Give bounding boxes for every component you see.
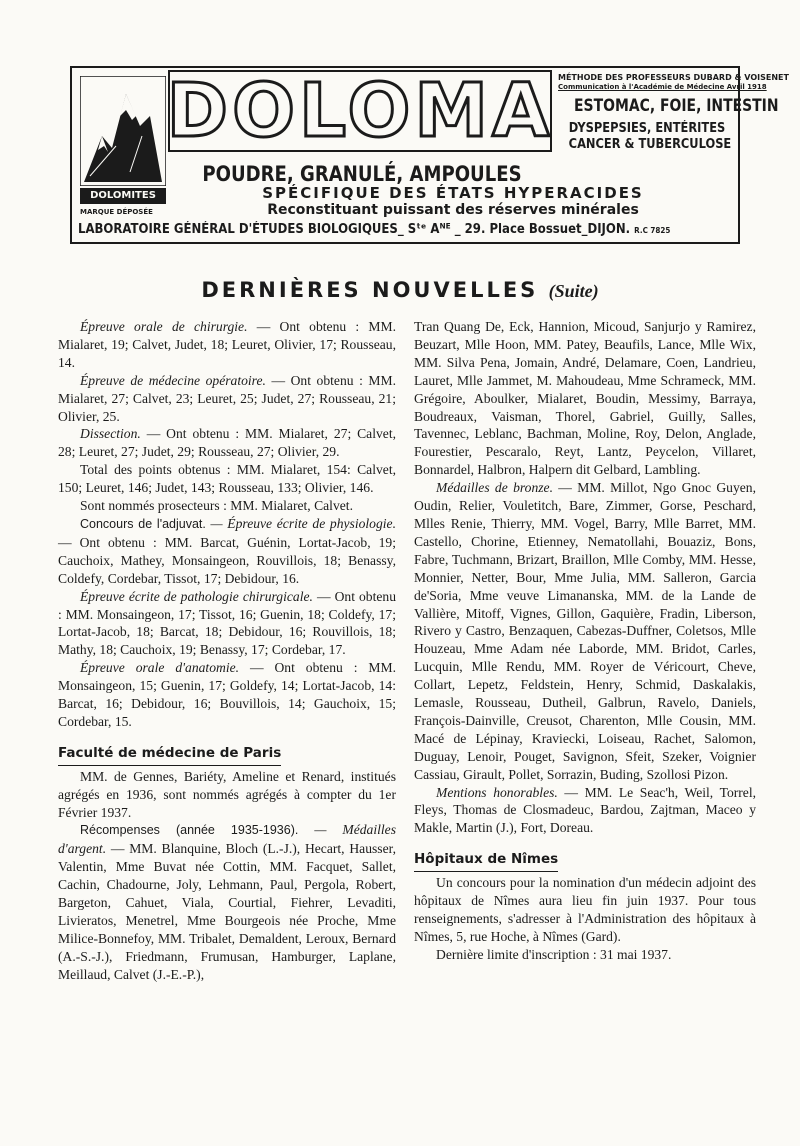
paragraph-text: — Ont obtenu : MM. Mialaret, 27; Calvet, 23; Leuret, 25; Judet, 27; Rousseau, 21; Olivier, 25. bbox=[58, 372, 396, 424]
paragraph-text: — Ont obtenu : MM. Monsaingeon, 15; Guenin, 17; Goldefy, 14; Lortat-Jacob, 14: Barcat, 16; Debidour, 16; Bouvillois, 14; Gauchoix, 15; Cordebar, 15. bbox=[58, 660, 397, 729]
doloma-advertisement bbox=[70, 66, 789, 244]
method-line: MÉTHODE DES PROFESSEURS DUBARD & VOISENET bbox=[558, 73, 789, 82]
section-heading-paris: Faculté de médecine de Paris bbox=[58, 745, 281, 766]
paragraph-text: — Ont obtenu : MM. Barcat, Guénin, Lortat-Jacob, 19; Cauchoix, Mathey, Monsaingeon, Rouvillois, 18; Benassy, Coldefy, Cordebar, Tissot, 17; Debidour, 16. bbox=[58, 534, 396, 586]
product-forms: POUDRE, GRANULÉ, AMPOULES bbox=[202, 162, 522, 186]
paragraph: Tran Quang De, Eck, Hannion, Micoud, Sanjurjo y Ramirez, Beuzart, Mlle Hoon, MM. Patey, Beaufils, Lance, Mlle Wix, MM. Silva Pena, Jomain, André, Delamare, Coen, Landrieu, Lauret, Mlle Jammet, M. Mahoudeau, Mme Schrameck, MM. Grégoire, Aboulker, Mialaret, Boudin, Messimy, Barraya, Boudreaux, Vaisman, Thorel, Gabriel, Guilly, Salles, Tavennec, Leblanc, Bachman, Moline, Roy, Delon, Anglade, Fourestier, Pescaralo, Reyt, Lantz, Peycelon, Villaret, Bonnardel, Halbron, Halpern dit Gelbard, Lambling. bbox=[414, 319, 756, 478]
mountain-illustration bbox=[80, 76, 166, 186]
paragraph-italic: — Épreuve écrite de physiologie. bbox=[205, 515, 396, 531]
paragraph-lead: Concours de l'adjuvat. bbox=[80, 516, 206, 531]
paragraph-lead: Mentions honorables. bbox=[436, 784, 558, 800]
paragraph-text: — MM. Blanquine, Bloch (L.-J.), Hecart, Hausser, Valentin, Mme Buvat née Cottin, MM. Facquet, Sallet, Cachin, Chadourne, Joly, Lehmann, Paul, Pergola, Robert, Bargeton, Cahuet, Viala, Courtial, Fiehrer, Levaditi, Livieratos, Menetrel, Mme Bourgeois née Proche, Mme Milice-Bonnefoy, MM. Tribalet, Demaldent, Leroux, Bernard (A.-S.-J.), Friedmann, Frumusan, Hamburger, Laplane, Meillaud, Calvet (J.-E.-P.), bbox=[58, 841, 396, 982]
diseases-line-2: CANCER & TUBERCULOSE bbox=[568, 137, 732, 152]
page-title bbox=[60, 278, 740, 302]
paragraph-lead: Dissection. bbox=[80, 426, 141, 442]
paragraph-lead: Récompenses (année 1935-1936). bbox=[80, 823, 299, 838]
paragraph bbox=[58, 821, 396, 983]
paragraph bbox=[414, 784, 756, 838]
ad-indications bbox=[558, 72, 789, 153]
specific-line: SPÉCIFIQUE DES ÉTATS HYPERACIDES bbox=[262, 184, 644, 202]
paragraph bbox=[58, 318, 396, 372]
paragraph-lead: Épreuve de médecine opératoire. bbox=[80, 372, 266, 388]
laboratory-address: LABORATOIRE GÉNÉRAL D'ÉTUDES BIOLOGIQUES_ Sᵗᵉ Aᴺᴱ _ 29. Place Bossuet_DIJON. bbox=[78, 222, 631, 237]
laboratory-line bbox=[78, 222, 671, 237]
rc-number: R.C 7825 bbox=[634, 226, 671, 235]
paragraph-text: — Ont obtenu : MM. Mialaret, 19; Calvet, Judet, 18; Leuret, Olivier, 17; Rousseau, 14. bbox=[58, 319, 396, 370]
paragraph-text: — MM. Millot, Ngo Gnoc Guyen, Oudin, Relier, Vouletitch, Bare, Zimmer, Gorse, Peschard, Mlles Renie, Thierry, MM. Vogel, Barry, Mlle Barret, MM. Castello, Chorine, Etienney, Nematollahi, Bouaziz, Bons, Fabre, Tuchmann, Brizart, Braillon, Mlle Comby, MM. Hesse, Monnier, Netter, Bour, Mme Julia, MM. Salleron, Garcia de'Soria, Mme veuve Limananska, MM. de la Lande de Vallière, Mitoff, Vignes, Gillon, Gaquière, Fradin, Liberson, Rivero y Castro, Benzaquen, Cabezas-Duffner, Coletsos, Mlle Houzeau, Mme Adam née Laborde, MM. Bridot, Carles, Lucquin, Mlle Rendu, MM. Royer de Véricourt, Cheve, Collart, Lepetz, Feldstein, Henry, Schmid, Daskalakis, Lemasle, Rousseau, Dutheil, Galbrun, Ravelo, Daniels, François-Dainville, Creusot, Charenton, Mlle Cousin, MM. Macé de Lépinay, Kraviecki, Loiseau, Rachet, Salomon, Duguay, Lenoir, Pouget, Savignon, Sfeit, Szeker, Voignier Cassiau, Girault, Pollet, Sorrazin, Buding, Szollosi Pizon. bbox=[414, 480, 756, 782]
brand-name: DOLOMA bbox=[166, 68, 554, 154]
page-title-suffix: (Suite) bbox=[548, 281, 599, 301]
paragraph bbox=[58, 425, 396, 461]
organs-line: ESTOMAC, FOIE, INTESTIN bbox=[574, 96, 779, 116]
paragraph bbox=[414, 479, 756, 783]
page-title-text: DERNIÈRES NOUVELLES bbox=[201, 278, 539, 302]
trademark-label: MARQUE DÉPOSÉE bbox=[80, 208, 153, 216]
paragraph-italic: — Médailles d'argent. bbox=[58, 822, 396, 857]
paragraph-lead: Épreuve orale de chirurgie. bbox=[80, 319, 248, 334]
paragraph: MM. de Gennes, Bariéty, Ameline et Renard, institués agrégés en 1936, sont nommés agrégés à compter du 1er Février 1937. bbox=[58, 768, 396, 820]
paragraph: Dernière limite d'inscription : 31 mai 1937. bbox=[436, 946, 672, 962]
paragraph bbox=[58, 588, 396, 660]
paragraph-text: — MM. Le Seac'h, Weil, Torrel, Fleys, Thomas de Closmadeuc, Bardou, Zajtman, Maceo y Makle, Martin (J.), Fort, Doreau. bbox=[414, 784, 756, 836]
paragraph-text: — Ont obtenu : MM. Monsaingeon, 17; Tissot, 16; Guenin, 18; Coldefy, 17; Lortat-Jacob, 18; Barcat, 18; Debidour, 16; Rouvillois, 18; Mathy, 18; Cauchoix, 19; Benassy, 17; Cordebar, 17. bbox=[58, 588, 396, 658]
communication-line: Communication à l'Académie de Médecine Avril 1918 bbox=[558, 83, 767, 91]
left-column bbox=[58, 318, 396, 984]
paragraph-text: — Ont obtenu : MM. Mialaret, 27; Calvet, 28; Leuret, 27; Judet, 29; Rousseau, 27; Olivier, 29. bbox=[58, 426, 396, 460]
paragraph-lead: Épreuve écrite de pathologie chirurgicale. bbox=[80, 588, 313, 604]
paragraph bbox=[58, 372, 396, 426]
paragraph: Sont nommés prosecteurs : MM. Mialaret, Calvet. bbox=[80, 498, 353, 514]
paragraph bbox=[58, 515, 396, 588]
section-heading-nimes: Hôpitaux de Nîmes bbox=[414, 851, 558, 872]
paragraph-lead: Médailles de bronze. bbox=[436, 480, 553, 496]
dolomites-label: DOLOMITES bbox=[80, 188, 166, 204]
paragraph: Un concours pour la nomination d'un médecin adjoint des hôpitaux de Nîmes aura lieu fin juin 1937. Pour tous renseignements, s'adresser à l'Administration des hôpitaux à Nîmes, 5, rue Hoche, à Nîmes (Gard). bbox=[414, 875, 756, 944]
paragraph: Total des points obtenus : MM. Mialaret, 154: Calvet, 150; Leuret, 146; Judet, 143; Rousseau, 133; Olivier, 146. bbox=[58, 462, 396, 496]
diseases-line-1: DYSPEPSIES, ENTÉRITES bbox=[568, 121, 726, 136]
right-column bbox=[414, 318, 756, 964]
paragraph bbox=[58, 659, 396, 731]
tonic-line: Reconstituant puissant des réserves minérales bbox=[267, 202, 639, 218]
paragraph-lead: Épreuve orale d'anatomie. bbox=[80, 660, 240, 676]
